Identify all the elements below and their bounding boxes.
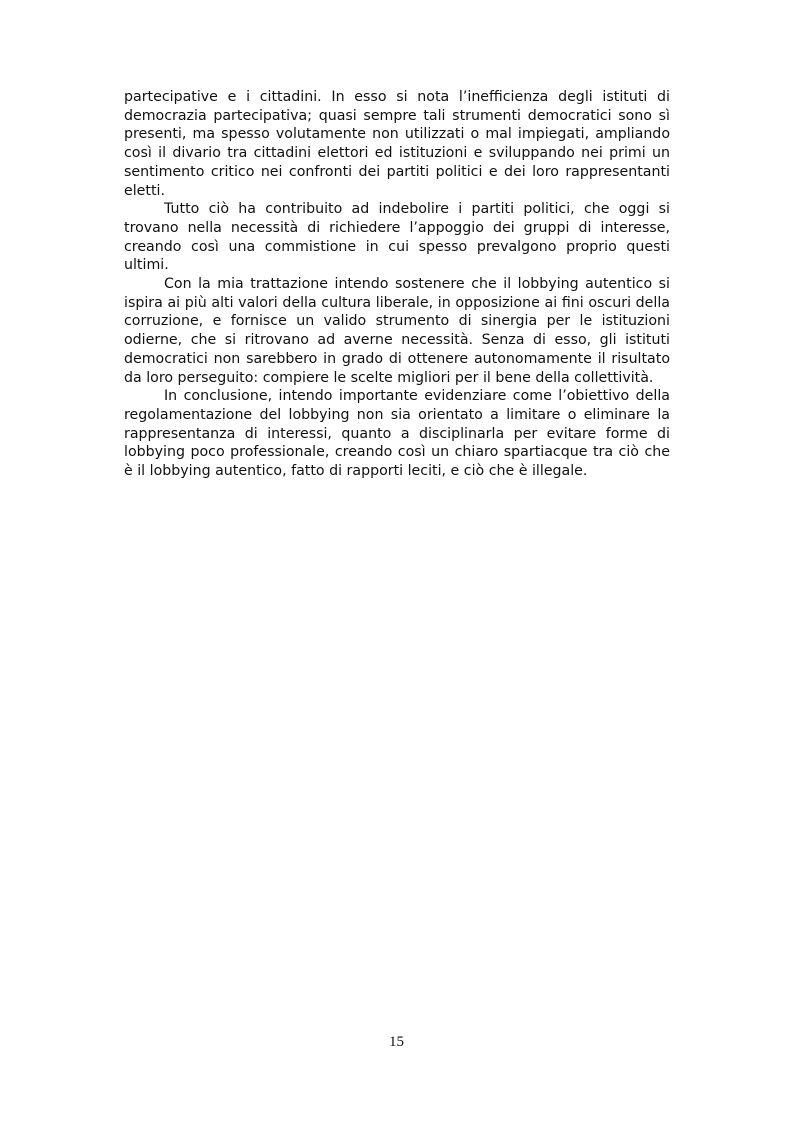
paragraph: In conclusione, intendo importante evidenziare come l’obiettivo della regolamentazione del lobbying non sia orientato a limitare o eliminare la rappresentanza di interessi, quanto a disciplinarla per evitare forme di lobbying poco professionale, creando così un chiaro spartiacque tra ciò che è il lobbying autentico, fatto di rapporti leciti, e ciò che è illegale. — [124, 388, 670, 480]
paragraph: Con la mia trattazione intendo sostenere che il lobbying autentico si ispira ai più alti valori della cultura liberale, in opposizione ai fini oscuri della corruzione, e fornisce un valido strumento di sinergia per le istituzioni odierne, che si ritrovano ad averne necessità. Senza di esso, gli istituti democratici non sarebbero in grado di ottenere autonomamente il risultato da loro perseguito: compiere le scelte migliori per il bene della collettività. — [124, 276, 670, 386]
body-text — [124, 88, 670, 481]
paragraph-continuation: partecipative e i cittadini. In esso si nota l’inefficienza degli istituti di democrazia partecipativa; quasi sempre tali strumenti democratici sono sì presenti, ma spesso volutamente non utilizzati o mal impiegati, ampliando così il divario tra cittadini elettori ed istituzioni e sviluppando nei primi un sentimento critico nei confronti dei partiti politici e dei loro rappresentanti eletti. — [124, 89, 670, 199]
page-number: 15 — [389, 1034, 404, 1050]
paragraph: Tutto ciò ha contribuito ad indebolire i partiti politici, che oggi si trovano nella necessità di richiedere l’appoggio dei gruppi di interesse, creando così una commistione in cui spesso prevalgono proprio questi ultimi. — [124, 201, 670, 274]
